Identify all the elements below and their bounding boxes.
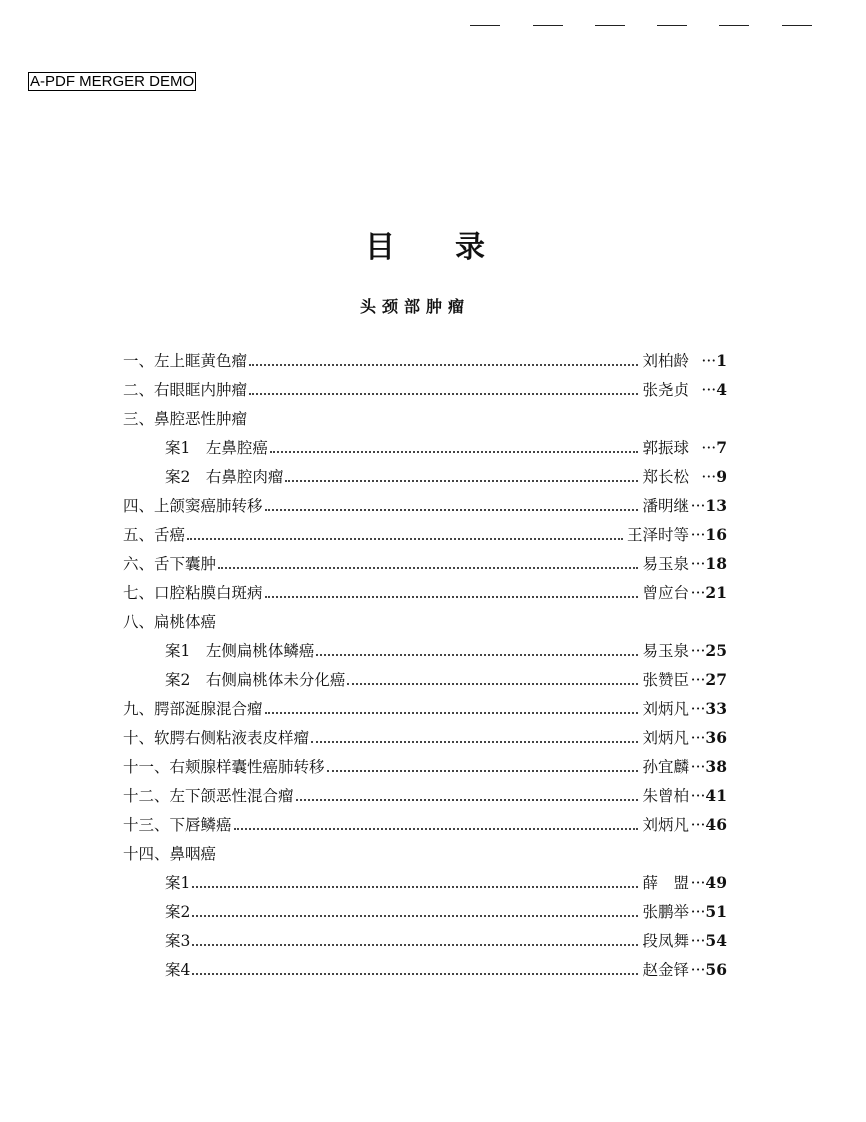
header-rule xyxy=(470,25,500,26)
toc-entry[interactable] xyxy=(123,720,727,749)
dot-leader xyxy=(316,654,638,656)
entry-page-number: ··· 1 xyxy=(689,350,727,372)
dot-leader xyxy=(265,712,639,714)
entry-author: 易玉泉 xyxy=(642,642,689,660)
dot-leader xyxy=(311,741,638,743)
dot-leader xyxy=(192,944,638,946)
entry-title: 十四、鼻咽癌 xyxy=(123,845,217,863)
header-rule xyxy=(719,25,749,26)
table-of-contents xyxy=(123,343,727,981)
dot-leader xyxy=(249,393,638,395)
dot-leader xyxy=(192,886,638,888)
entry-author: 刘炳凡 xyxy=(642,729,689,747)
toc-entry[interactable] xyxy=(123,546,727,575)
toc-entry[interactable] xyxy=(123,401,727,430)
entry-author: 段凤舞 xyxy=(642,932,689,950)
toc-entry[interactable] xyxy=(123,807,727,836)
section-heading: 头颈部肿瘤 xyxy=(360,297,471,316)
entry-page-number: ··· 46 xyxy=(689,814,727,836)
entry-author: 赵金铎 xyxy=(642,961,689,979)
entry-title: 三、鼻腔恶性肿瘤 xyxy=(123,410,248,428)
entry-title: 十二、左下颌恶性混合瘤 xyxy=(123,787,294,805)
entry-page-number: ··· 4 xyxy=(689,379,727,401)
entry-author: 刘炳凡 xyxy=(642,816,689,834)
dot-leader xyxy=(234,828,639,830)
entry-page-number: ··· 49 xyxy=(689,872,727,894)
entry-page-number: ··· 54 xyxy=(689,930,727,952)
entry-author: 郑长松 xyxy=(642,468,689,486)
entry-author: 朱曾柏 xyxy=(642,787,689,805)
toc-entry[interactable] xyxy=(123,894,727,923)
entry-title: 案1 xyxy=(165,874,191,892)
entry-author: 薛 盟 xyxy=(642,874,689,892)
entry-title: 案2 右鼻腔肉瘤 xyxy=(165,468,284,486)
toc-entry[interactable] xyxy=(123,430,727,459)
header-rule xyxy=(595,25,625,26)
toc-entry[interactable] xyxy=(123,575,727,604)
entry-page-number: ··· 13 xyxy=(689,495,727,517)
entry-title: 案3 xyxy=(165,932,191,950)
toc-entry[interactable] xyxy=(123,372,727,401)
toc-entry[interactable] xyxy=(123,662,727,691)
entry-title: 案1 左鼻腔癌 xyxy=(165,439,268,457)
toc-entry[interactable] xyxy=(123,517,727,546)
header-rule xyxy=(657,25,687,26)
entry-title: 六、舌下囊肿 xyxy=(123,555,217,573)
entry-author: 易玉泉 xyxy=(642,555,689,573)
entry-author: 张尧贞 xyxy=(642,381,689,399)
dot-leader xyxy=(327,770,639,772)
dot-leader xyxy=(265,509,639,511)
dot-leader xyxy=(192,973,638,975)
watermark-label: A-PDF MERGER DEMO xyxy=(30,73,195,90)
dot-leader xyxy=(347,683,638,685)
entry-page-number: ··· 36 xyxy=(689,727,727,749)
entry-author: 王泽时等 xyxy=(626,526,689,544)
entry-page-number: ··· 33 xyxy=(689,698,727,720)
entry-title: 二、右眼眶内肿瘤 xyxy=(123,381,248,399)
dot-leader xyxy=(218,567,638,569)
entry-title: 四、上颌窦癌肺转移 xyxy=(123,497,263,515)
entry-title: 十、软腭右侧粘液表皮样瘤 xyxy=(123,729,310,747)
toc-entry[interactable] xyxy=(123,778,727,807)
entry-page-number: ··· 25 xyxy=(689,640,727,662)
dot-leader xyxy=(296,799,639,801)
entry-title: 案1 左侧扁桃体鳞癌 xyxy=(165,642,315,660)
entry-title: 九、腭部涎腺混合瘤 xyxy=(123,700,263,718)
dot-leader xyxy=(249,364,638,366)
toc-entry[interactable] xyxy=(123,488,727,517)
entry-title: 案2 xyxy=(165,903,191,921)
entry-page-number: ··· 9 xyxy=(689,466,727,488)
header-rule xyxy=(782,25,812,26)
entry-page-number: ··· 51 xyxy=(689,901,727,923)
page-title: 目录 xyxy=(365,230,545,265)
toc-entry[interactable] xyxy=(123,865,727,894)
entry-author: 张鹏举 xyxy=(642,903,689,921)
dot-leader xyxy=(192,915,638,917)
toc-entry[interactable] xyxy=(123,604,727,633)
entry-title: 案4 xyxy=(165,961,191,979)
dot-leader xyxy=(187,538,623,540)
entry-title: 八、扁桃体癌 xyxy=(123,613,217,631)
dot-leader xyxy=(265,596,639,598)
entry-page-number: ··· 41 xyxy=(689,785,727,807)
entry-page-number: ··· 7 xyxy=(689,437,727,459)
toc-entry[interactable] xyxy=(123,691,727,720)
entry-title: 七、口腔粘膜白斑病 xyxy=(123,584,263,602)
entry-author: 郭振球 xyxy=(642,439,689,457)
entry-page-number: ··· 27 xyxy=(689,669,727,691)
toc-entry[interactable] xyxy=(123,459,727,488)
dot-leader xyxy=(285,480,638,482)
entry-title: 五、舌癌 xyxy=(123,526,186,544)
toc-entry[interactable] xyxy=(123,749,727,778)
entry-title: 十一、右颊腺样囊性癌肺转移 xyxy=(123,758,325,776)
entry-author: 潘明继 xyxy=(642,497,689,515)
header-rule xyxy=(533,25,563,26)
entry-page-number: ··· 38 xyxy=(689,756,727,778)
entry-page-number: ··· 56 xyxy=(689,959,727,981)
entry-page-number: ··· 21 xyxy=(689,582,727,604)
dot-leader xyxy=(270,451,639,453)
entry-author: 曾应台 xyxy=(642,584,689,602)
entry-title: 十三、下唇鳞癌 xyxy=(123,816,232,834)
toc-entry[interactable] xyxy=(123,923,727,952)
entry-author: 张赞臣 xyxy=(642,671,689,689)
entry-page-number: ··· 16 xyxy=(689,524,727,546)
toc-entry[interactable] xyxy=(123,633,727,662)
entry-author: 刘炳凡 xyxy=(642,700,689,718)
entry-title: 案2 右侧扁桃体未分化癌 xyxy=(165,671,346,689)
entry-page-number: ··· 18 xyxy=(689,553,727,575)
toc-entry[interactable] xyxy=(123,343,727,372)
entry-author: 刘柏龄 xyxy=(642,352,689,370)
toc-entry[interactable] xyxy=(123,952,727,981)
entry-author: 孙宜麟 xyxy=(642,758,689,776)
entry-title: 一、左上眶黄色瘤 xyxy=(123,352,248,370)
toc-entry[interactable] xyxy=(123,836,727,865)
